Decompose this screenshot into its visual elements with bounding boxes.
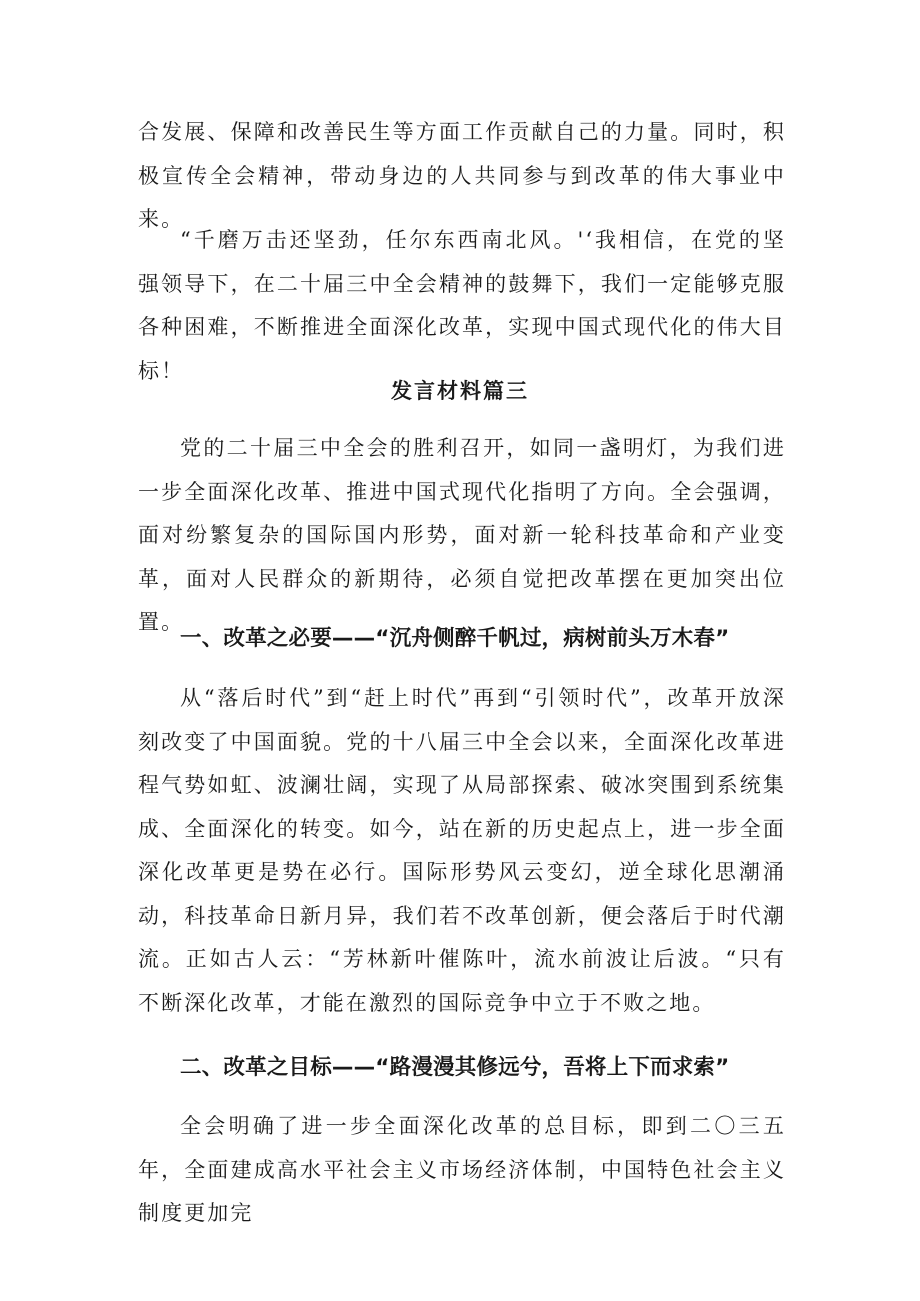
paragraph-quote-conclusion: “千磨万击还坚劲，任尔东西南北风。'‘我相信，在党的坚强领导下，在二十届三中全会精神的鼓舞下，我们一定能够克服各种困难，不断推进全面深化改革，实现中国式现代化的伟大目标！ [138,228,786,383]
heading-reform-goal: 二、改革之目标——“路漫漫其修远兮，吾将上下而求索” [180,1055,730,1080]
paragraph-reform-necessity: 从“落后时代”到“赶上时代”再到“引领时代”，改革开放深刻改变了中国面貌。党的十八届三中全会以来，全面深化改革进程气势如虹、波澜壮阔，实现了从局部探索、破冰突围到系统集成、全面深化的转变。如今，站在新的历史起点上，进一步全面深化改革更是势在必行。国际形势风云变幻，逆全球化思潮涌动，科技革命日新月异，我们若不改革创新，便会落后于时代潮流。正如古人云：“芳林新叶催陈叶，流水前波让后波。“只有不断深化改革，才能在激烈的国际竞争中立于不败之地。 [138,686,786,1015]
paragraph-continuation: 合发展、保障和改善民生等方面工作贡献自己的力量。同时，积极宣传全会精神，带动身边的人共同参与到改革的伟大事业中来。 [138,120,786,231]
heading-reform-necessity: 一、改革之必要——“沉舟侧醉千帆过，病树前头万木春” [180,626,730,651]
paragraph-reform-goal: 全会明确了进一步全面深化改革的总目标，即到二〇三五年，全面建成高水平社会主义市场经济体制，中国特色社会主义制度更加完 [138,1114,786,1225]
paragraph-intro: 党的二十届三中全会的胜利召开，如同一盏明灯，为我们进一步全面深化改革、推进中国式现代化指明了方向。全会强调，面对纷繁复杂的国际国内形势，面对新一轮科技革命和产业变革，面对人民群众的新期待，必须自觉把改革摆在更加突出位置。 [138,436,786,634]
section-title: 发言材料篇三 [391,378,529,403]
